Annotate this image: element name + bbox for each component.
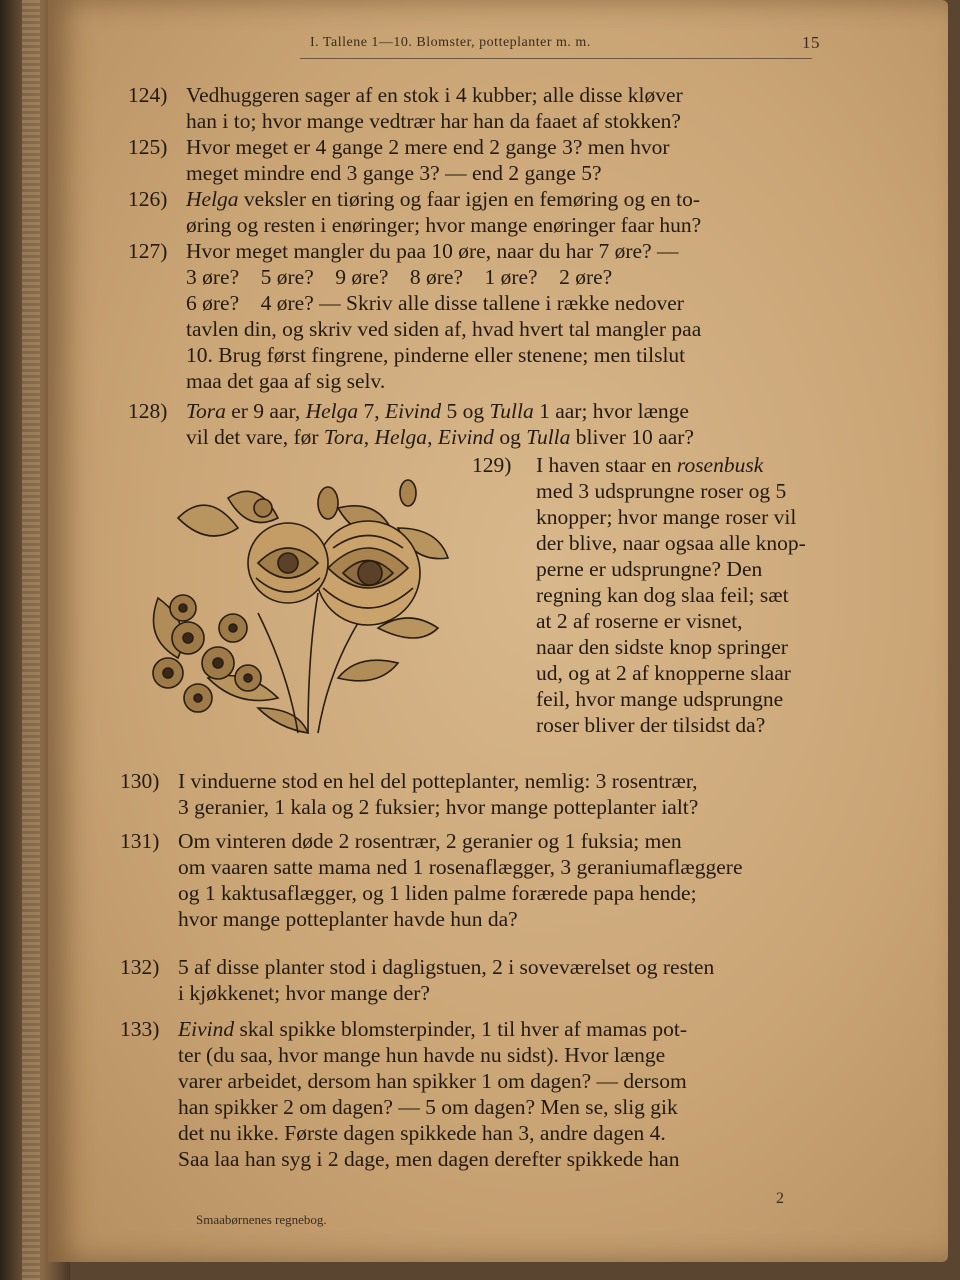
problem-line: 3 geranier, 1 kala og 2 fuksier; hvor mange potteplanter ialt? — [178, 795, 699, 819]
problem-127 — [128, 238, 828, 394]
signature-mark: 2 — [776, 1190, 784, 1207]
problem-number: 125) — [128, 135, 168, 159]
problem-line: han i to; hvor mange vedtrær har han da faaet af stokken? — [186, 109, 681, 133]
problem-line: Om vinteren døde 2 rosentrær, 2 geranier og 1 fuksia; men — [178, 829, 682, 853]
problem-line: naar den sidste knop springer — [536, 635, 788, 659]
problem-line: Eivind skal spikke blomsterpinder, 1 til hver af mamas pot- — [178, 1017, 688, 1041]
problem-line: 3 øre? 5 øre? 9 øre? 8 øre? 1 øre? 2 øre? — [186, 265, 613, 289]
problem-number: 132) — [120, 955, 160, 979]
problem-line: ud, og at 2 af knopperne slaar — [536, 661, 791, 685]
problem-128 — [128, 398, 828, 450]
problem-line: meget mindre end 3 gange 3? — end 2 gange 5? — [186, 161, 602, 185]
footer-book-title: Smaabørnenes regnebog. — [196, 1212, 327, 1227]
header-rule — [300, 58, 812, 59]
problem-line: med 3 udsprungne roser og 5 — [536, 479, 787, 503]
problem-126 — [128, 186, 828, 238]
problem-line: tavlen din, og skriv ved siden af, hvad hvert tal mangler paa — [186, 317, 702, 341]
problem-number: 126) — [128, 187, 168, 211]
problem-number: 131) — [120, 829, 160, 853]
problem-129-first-line — [472, 452, 842, 478]
problem-line: perne er udsprungne? Den — [536, 557, 763, 581]
problem-line: roser bliver der tilsidst da? — [536, 713, 766, 737]
problem-131 — [120, 828, 820, 932]
problem-line: at 2 af roserne er visnet, — [536, 609, 743, 633]
problem-132 — [120, 954, 820, 1006]
problem-line: regning kan dog slaa feil; sæt — [536, 583, 789, 607]
problem-line: og 1 kaktusaflægger, og 1 liden palme forærede papa hende; — [178, 881, 697, 905]
problem-number: 128) — [128, 399, 168, 423]
problem-133 — [120, 1016, 820, 1172]
problem-line: Helga veksler en tiøring og faar igjen en femøring og en to- — [186, 187, 701, 211]
problem-line: det nu ikke. Første dagen spikkede han 3, andre dagen 4. — [178, 1121, 666, 1145]
problem-line: 10. Brug først fingrene, pinderne eller stenene; men tilslut — [186, 343, 686, 367]
problem-line: vil det vare, før Tora, Helga, Eivind og Tulla bliver 10 aar? — [186, 425, 694, 449]
binding-thread — [22, 0, 40, 1280]
problem-124 — [128, 82, 828, 134]
problem-line: maa det gaa af sig selv. — [186, 369, 386, 393]
problem-number: 124) — [128, 83, 168, 107]
header-title: I. Tallene 1—10. Blomster, potteplanter m. m. — [310, 35, 591, 50]
problem-line: I haven staar en rosenbusk — [536, 453, 764, 477]
problem-line: han spikker 2 om dagen? — 5 om dagen? Men se, slig gik — [178, 1095, 678, 1119]
problem-line: knopper; hvor mange roser vil — [536, 505, 797, 529]
problem-line: I vinduerne stod en hel del potteplanter, nemlig: 3 rosentrær, — [178, 769, 698, 793]
problem-line: Hvor meget er 4 gange 2 mere end 2 gange 3? men hvor — [186, 135, 670, 159]
problem-line: 5 af disse planter stod i dagligstuen, 2 i soveværelset og resten — [178, 955, 715, 979]
problem-line: 6 øre? 4 øre? — Skriv alle disse tallene i række nedover — [186, 291, 684, 315]
problem-125 — [128, 134, 828, 186]
problem-number: 130) — [120, 769, 160, 793]
problem-line: ter (du saa, hvor mange hun havde nu sidst). Hvor længe — [178, 1043, 666, 1067]
problem-line: varer arbeidet, dersom han spikker 1 om dagen? — dersom — [178, 1069, 687, 1093]
problem-number: 129) — [472, 453, 512, 477]
problem-130 — [120, 768, 820, 820]
problem-line: Saa laa han syg i 2 dage, men dagen derefter spikkede han — [178, 1147, 680, 1171]
problem-line: Vedhuggeren sager af en stok i 4 kubber; alle disse kløver — [186, 83, 683, 107]
problem-line: der blive, naar ogsaa alle knop- — [536, 531, 806, 555]
problem-129 — [472, 452, 842, 738]
problem-number: 127) — [128, 239, 168, 263]
problem-line: hvor mange potteplanter havde hun da? — [178, 907, 518, 931]
problem-number: 133) — [120, 1017, 160, 1041]
page-number: 15 — [802, 33, 820, 52]
problem-line: øring og resten i enøringer; hvor mange enøringer faar hun? — [186, 213, 702, 237]
running-header — [300, 35, 820, 59]
problem-line: i kjøkkenet; hvor mange der? — [178, 981, 430, 1005]
problem-line: Hvor meget mangler du paa 10 øre, naar du har 7 øre? — — [186, 239, 679, 263]
problem-line: Tora er 9 aar, Helga 7, Eivind 5 og Tulla 1 aar; hvor længe — [186, 399, 689, 423]
rose-bouquet-illustration — [138, 478, 468, 738]
problem-line: feil, hvor mange udsprungne — [536, 687, 784, 711]
problem-line: om vaaren satte mama ned 1 rosenaflægger, 3 geraniumaflæggere — [178, 855, 743, 879]
